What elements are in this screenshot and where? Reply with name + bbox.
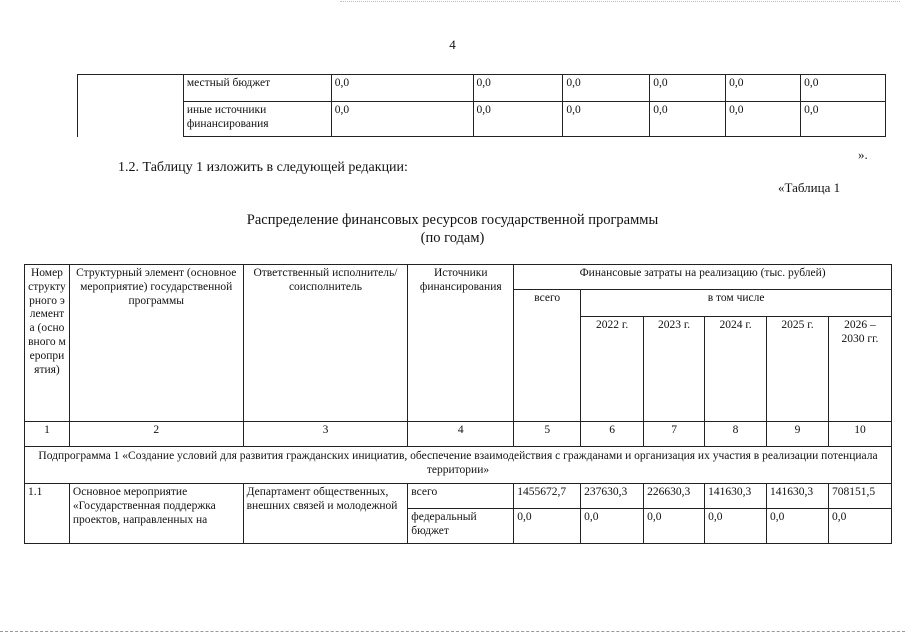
value-cell: 0,0 (563, 75, 650, 102)
value-cell: 141630,3 (767, 484, 829, 509)
column-number: 7 (644, 422, 705, 447)
header-total: всего (514, 290, 581, 422)
scan-top-edge (340, 1, 900, 3)
value-cell: 0,0 (331, 102, 473, 137)
header-executor: Ответственный исполнитель/соисполнитель (243, 265, 408, 422)
table-row (78, 102, 886, 137)
header-including: в том числе (581, 290, 892, 317)
row-number: 1.1 (25, 484, 70, 544)
page-number: 4 (449, 37, 456, 52)
column-number: 1 (25, 422, 70, 447)
closing-quote: ». (858, 147, 868, 162)
header-sources: Источники финансирования (408, 265, 514, 422)
value-cell: 0,0 (473, 102, 563, 137)
value-cell: 0,0 (581, 509, 644, 544)
value-cell: 0,0 (726, 102, 801, 137)
value-cell: 0,0 (801, 75, 886, 102)
table-row (25, 484, 892, 509)
source-label: местный бюджет (183, 75, 331, 102)
value-cell: 708151,5 (828, 484, 891, 509)
value-cell: 226630,3 (644, 484, 705, 509)
column-number: 10 (828, 422, 891, 447)
value-cell: 0,0 (473, 75, 563, 102)
continued-table (77, 74, 886, 137)
value-cell: 1455672,7 (514, 484, 581, 509)
table-title (0, 211, 905, 247)
column-number: 2 (69, 422, 243, 447)
value-cell: 0,0 (514, 509, 581, 544)
subprogram-row (25, 447, 892, 484)
subprogram-title: Подпрограмма 1 «Создание условий для развития гражданских инициатив, обеспечение взаимодействия с гражданами и организация их участия в реализации потенциала территории» (25, 447, 892, 484)
value-cell: 0,0 (801, 102, 886, 137)
amendment-paragraph: 1.2. Таблицу 1 изложить в следующей редакции: (118, 160, 408, 175)
value-cell: 0,0 (828, 509, 891, 544)
value-cell: 0,0 (650, 102, 726, 137)
header-costs: Финансовые затраты на реализацию (тыс. рублей) (514, 265, 892, 290)
header-year: 2022 г. (581, 317, 644, 422)
value-cell: 0,0 (650, 75, 726, 102)
row-source: всего (408, 484, 514, 509)
row-executor: Департамент общественных, внешних связей и молодежной (243, 484, 408, 544)
value-cell: 0,0 (726, 75, 801, 102)
header-number: Номер структурного элемента (основного мероприятия) (25, 265, 70, 422)
value-cell: 0,0 (705, 509, 767, 544)
header-row (25, 265, 892, 290)
column-number: 6 (581, 422, 644, 447)
row-element: Основное мероприятие «Государственная поддержка проектов, направленных на (69, 484, 243, 544)
value-cell: 0,0 (644, 509, 705, 544)
value-cell: 141630,3 (705, 484, 767, 509)
financing-table (24, 264, 892, 544)
value-cell: 0,0 (767, 509, 829, 544)
row-source: федеральный бюджет (408, 509, 514, 544)
value-cell: 0,0 (331, 75, 473, 102)
title-subline: (по годам) (420, 230, 485, 247)
header-year: 2024 г. (705, 317, 767, 422)
header-element: Структурный элемент (основное мероприятие) государственной программы (69, 265, 243, 422)
table-reference: «Таблица 1 (778, 180, 841, 195)
column-number: 3 (243, 422, 408, 447)
value-cell: 0,0 (563, 102, 650, 137)
header-year: 2023 г. (644, 317, 705, 422)
table-row (78, 75, 886, 102)
header-year: 2026 – 2030 гг. (828, 317, 891, 422)
scan-bottom-edge (0, 631, 905, 633)
column-number: 8 (705, 422, 767, 447)
source-label: иные источники финансирования (183, 102, 331, 137)
column-number: 9 (767, 422, 829, 447)
column-number-row (25, 422, 892, 447)
value-cell: 237630,3 (581, 484, 644, 509)
header-year: 2025 г. (767, 317, 829, 422)
column-number: 4 (408, 422, 514, 447)
column-number: 5 (514, 422, 581, 447)
title-line: Распределение финансовых ресурсов государственной программы (246, 212, 659, 228)
empty-cell (78, 75, 184, 137)
